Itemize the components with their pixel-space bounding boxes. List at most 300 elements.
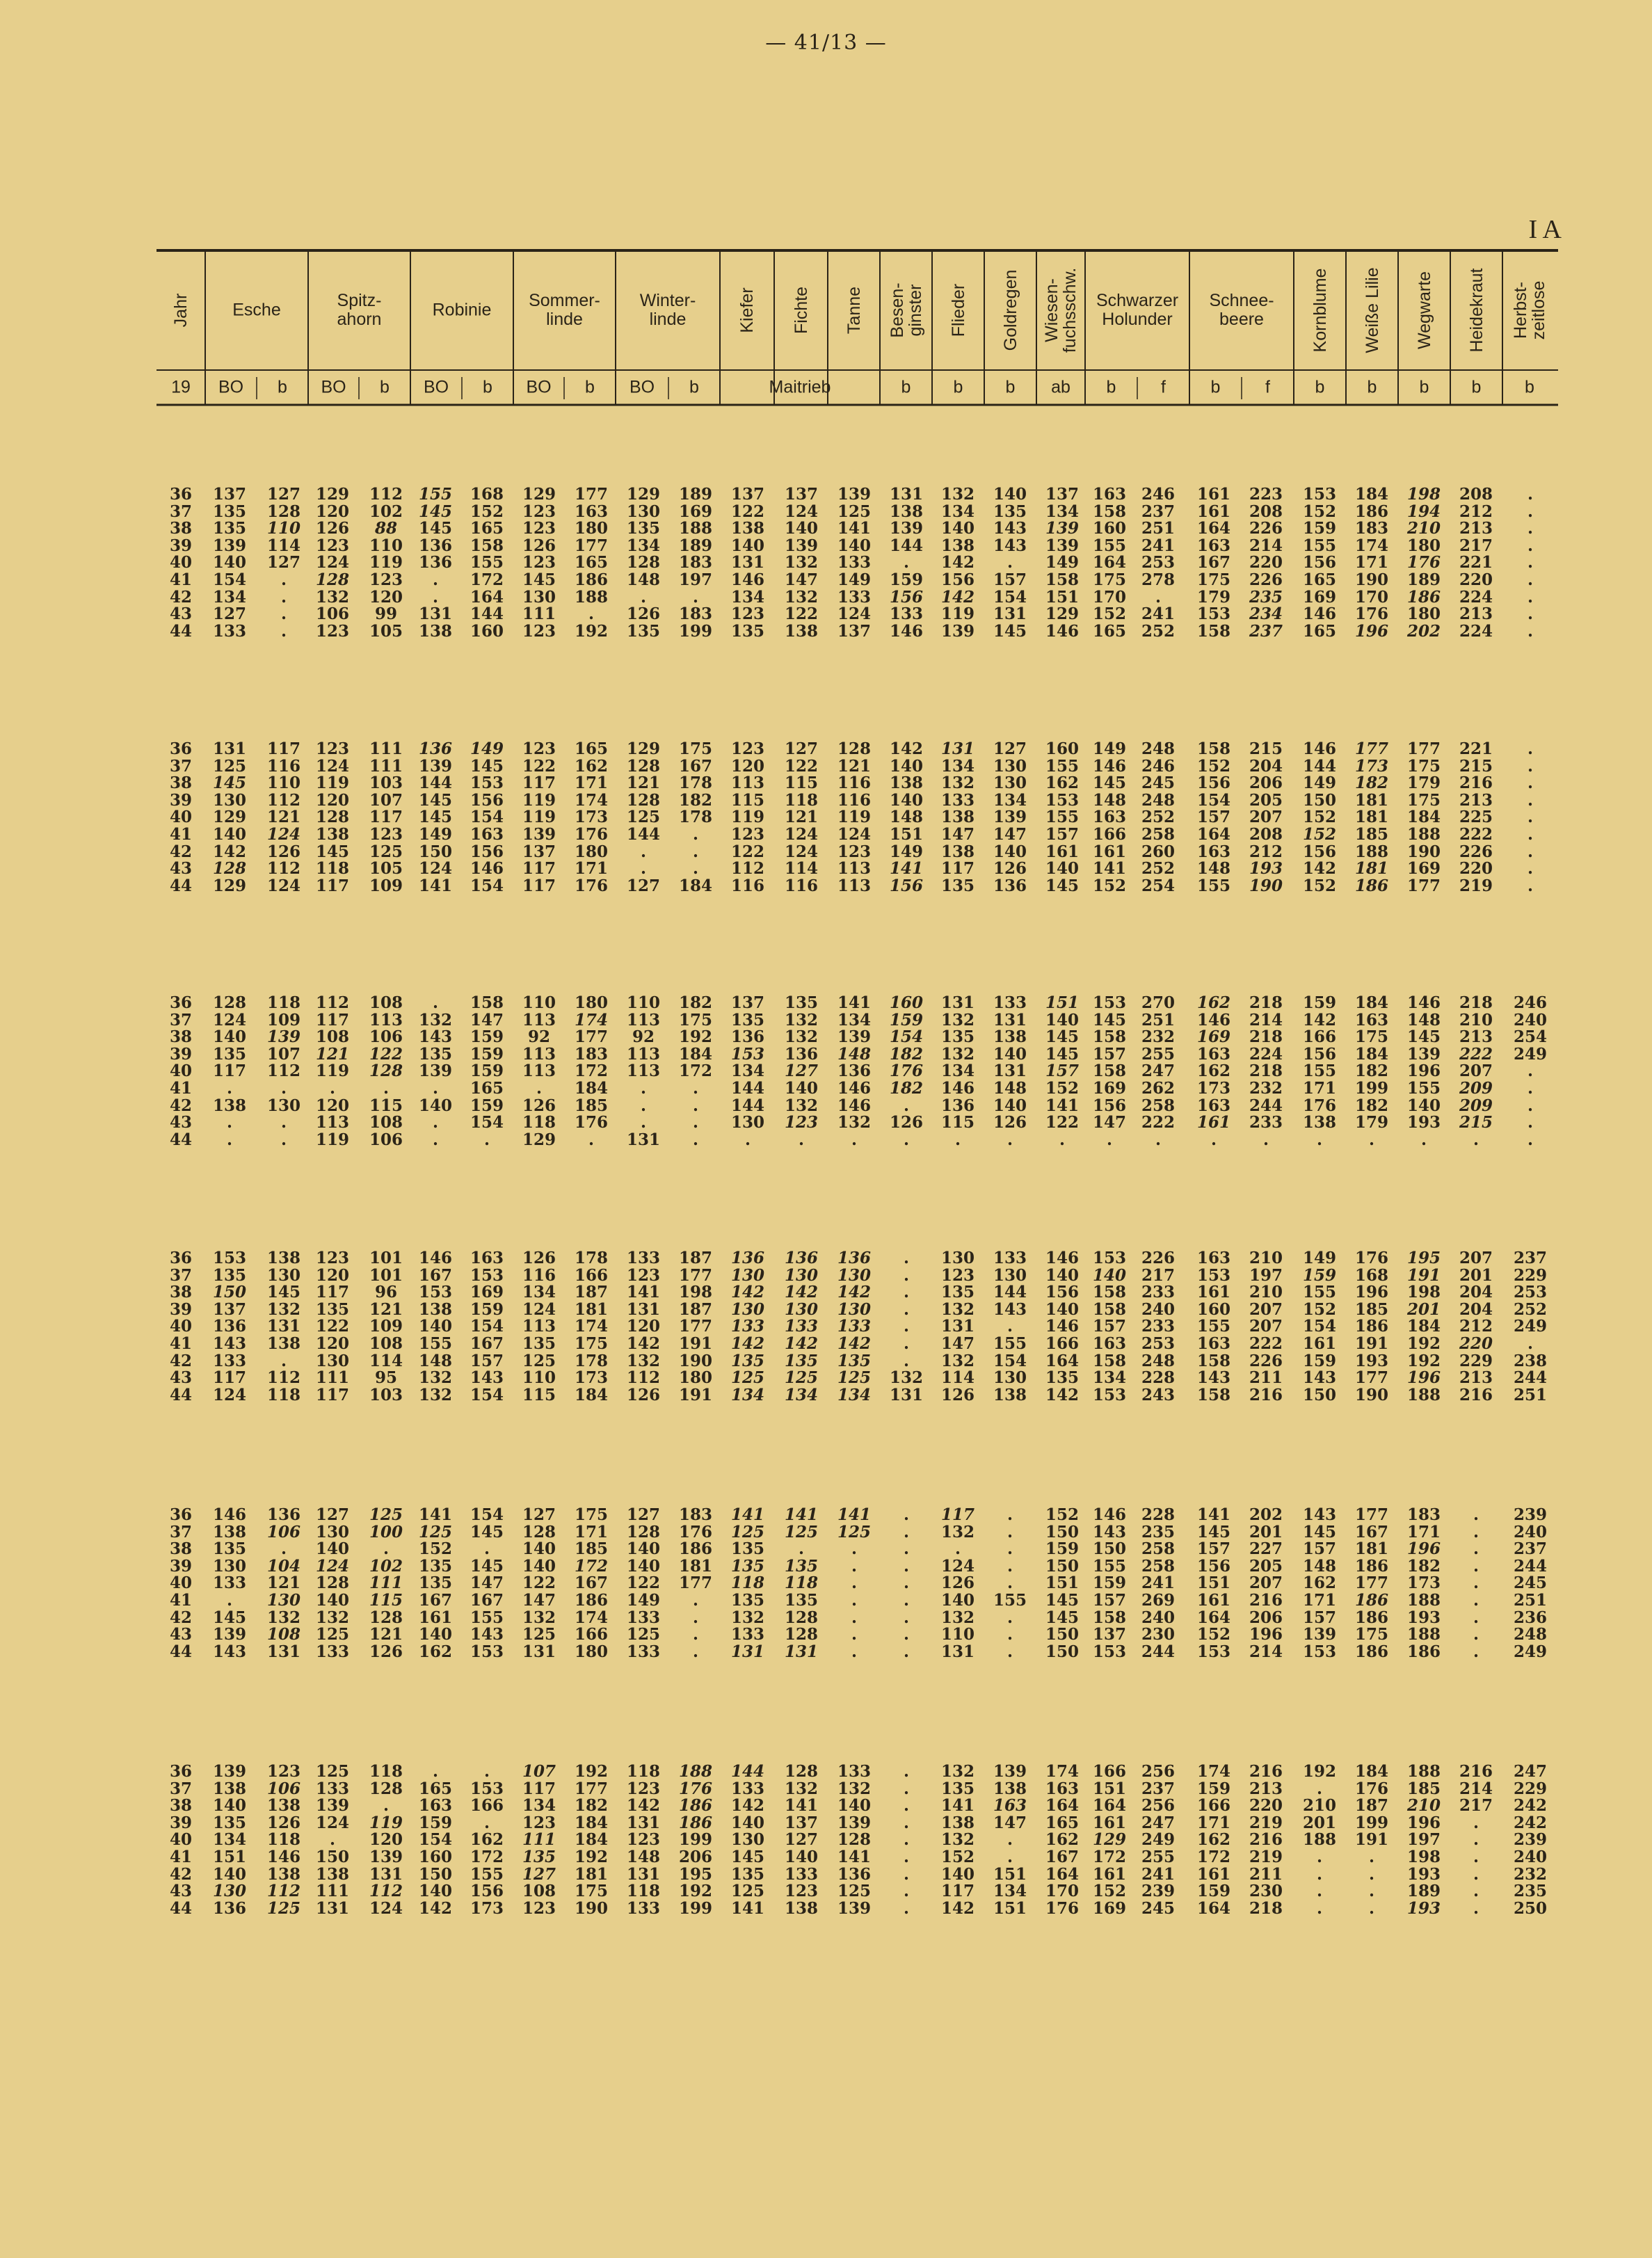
value-cell: 153 [1092,1249,1127,1267]
value-cell: 133 [784,1317,819,1336]
value-cell: 217 [1141,1265,1176,1285]
value-cell: 130 [730,1830,765,1850]
header-sub: BO [526,377,552,397]
value-cell: . [1473,1505,1479,1524]
header-group-3: Sommer- linde [529,291,600,329]
value-cell: 123 [730,604,765,624]
value-cell: 152 [1302,502,1337,521]
value-cell: 226 [1249,570,1283,589]
value-cell: 137 [784,485,819,504]
value-cell: 140 [784,1848,819,1866]
value-cell: 129 [626,739,661,758]
value-cell: 135 [212,1539,247,1559]
value-cell: 126 [266,1813,301,1832]
value-cell: . [280,621,287,641]
value-cell: 199 [678,1830,713,1850]
value-cell: 153 [1196,1642,1231,1661]
value-cell: 162 [1196,1062,1231,1081]
value-cell: 157 [1302,1539,1337,1559]
value-cell: 120 [369,587,403,607]
value-cell: 159 [1302,993,1337,1012]
value-cell: 186 [1354,1642,1389,1661]
value-cell: 160 [1092,519,1127,538]
year-cell: 42 [170,842,193,861]
value-cell: . [483,1813,490,1832]
year-cell: 40 [170,808,193,827]
value-cell: 130 [730,1299,765,1319]
value-cell: 121 [315,1044,350,1064]
value-cell: 186 [678,1813,713,1832]
year-cell: 44 [170,1642,193,1661]
value-cell: 180 [678,1368,713,1388]
value-cell: 132 [940,485,975,504]
value-cell: 150 [1092,1539,1127,1559]
value-cell: . [851,1608,858,1627]
value-cell: 131 [940,1317,975,1336]
value-cell: . [1527,519,1534,538]
header-maitrieb: Maitrieb [769,377,831,397]
value-cell: 138 [212,1779,247,1798]
value-cell: 182 [678,790,713,810]
value-cell: 141 [889,859,924,879]
value-cell: 135 [522,1334,556,1353]
value-cell: 128 [784,1625,819,1644]
value-cell: 125 [522,1625,556,1644]
value-cell: 164 [1196,825,1231,844]
value-cell: 130 [266,1096,301,1115]
value-cell: 148 [418,1351,453,1370]
value-cell: 130 [837,1299,872,1319]
value-cell: 155 [1196,876,1231,895]
value-cell: 130 [315,1351,350,1370]
value-cell: 138 [418,1299,453,1319]
value-cell: 229 [1459,1351,1493,1370]
value-cell: 241 [1141,1574,1176,1593]
value-cell: 126 [522,1249,556,1267]
value-cell: 188 [574,587,609,607]
value-cell: . [280,1113,287,1132]
value-cell: 240 [1513,1848,1548,1866]
header-year-prefix: 19 [171,377,191,397]
value-cell: 177 [1406,739,1441,758]
value-cell: 269 [1141,1591,1176,1610]
value-cell: 119 [369,1813,403,1832]
value-cell: 140 [993,1044,1027,1064]
value-cell: 112 [369,485,403,504]
value-cell: 154 [470,1113,504,1132]
value-cell: 152 [940,1848,975,1866]
value-cell: 110 [266,774,301,793]
value-cell: 184 [678,876,713,895]
value-cell: 188 [1406,825,1441,844]
value-cell: 193 [1249,859,1283,879]
value-cell: 159 [1302,1351,1337,1370]
value-cell: 213 [1249,1779,1283,1798]
value-cell: 140 [626,1556,661,1576]
value-cell: 211 [1249,1864,1283,1884]
value-cell: 136 [730,1249,765,1267]
year-cell: 40 [170,553,193,572]
value-cell: 125 [212,756,247,776]
value-cell: 117 [369,808,403,827]
value-cell: 198 [1406,485,1441,504]
value-cell: 192 [1302,1762,1337,1781]
value-cell: 172 [1196,1848,1231,1866]
value-cell: . [1473,1882,1479,1901]
value-cell: 184 [1354,1044,1389,1064]
value-cell: 135 [940,1779,975,1798]
value-cell: 154 [993,587,1027,607]
value-cell: 156 [1302,842,1337,861]
value-cell: . [432,993,439,1012]
value-cell: 149 [470,739,504,758]
value-cell: 155 [1196,1317,1231,1336]
value-cell: 176 [1045,1898,1080,1918]
value-cell: . [640,1113,647,1132]
value-cell: 108 [315,1027,350,1047]
value-cell: 150 [1302,1385,1337,1404]
value-cell: . [483,1130,490,1149]
value-cell: 136 [940,1096,975,1115]
value-cell: 177 [574,1779,609,1798]
year-cell: 36 [170,1505,193,1524]
value-cell: 127 [626,1505,661,1524]
value-cell: 172 [1092,1848,1127,1866]
value-cell: 177 [678,1265,713,1285]
value-cell: 130 [212,790,247,810]
value-cell: 195 [678,1864,713,1884]
value-cell: 151 [1045,1574,1080,1593]
value-cell: 155 [418,485,453,504]
value-cell: 141 [418,1505,453,1524]
value-cell: 133 [212,621,247,641]
value-cell: 131 [315,1898,350,1918]
value-cell: 130 [993,1368,1027,1388]
value-cell: 233 [1141,1283,1176,1302]
value-cell: 133 [730,1779,765,1798]
value-cell: 237 [1513,1539,1548,1559]
value-cell: 163 [1196,842,1231,861]
value-cell: 176 [574,876,609,895]
value-cell: . [1527,621,1534,641]
value-cell: 155 [993,1334,1027,1353]
value-cell: 117 [522,774,556,793]
value-cell: 133 [730,1625,765,1644]
value-cell: 131 [626,1813,661,1832]
value-cell: . [1368,1882,1375,1901]
value-cell: 185 [1354,825,1389,844]
value-cell: 127 [784,1830,819,1850]
value-cell: 176 [1354,1249,1389,1267]
value-cell: 183 [678,1505,713,1524]
value-cell: 210 [1249,1249,1283,1267]
value-cell: 140 [212,1796,247,1816]
value-cell: 122 [315,1317,350,1336]
value-cell: 142 [1045,1385,1080,1404]
value-cell: . [1368,1130,1375,1149]
value-cell: 124 [212,1010,247,1030]
value-cell: 145 [418,502,453,521]
value-cell: . [903,1830,910,1850]
value-cell: 121 [837,756,872,776]
value-cell: . [1007,1556,1013,1576]
value-cell: 212 [1459,1317,1493,1336]
value-cell: 125 [837,502,872,521]
value-cell: 239 [1513,1505,1548,1524]
value-cell: 142 [626,1796,661,1816]
header-group-18: Herbst- zeitlose [1511,280,1548,340]
value-cell: 111 [369,756,403,776]
value-cell: 148 [1196,859,1231,879]
value-cell: 232 [1141,1027,1176,1047]
year-cell: 43 [170,1368,193,1388]
value-cell: 226 [1459,842,1493,861]
value-cell: 152 [1302,876,1337,895]
value-cell: 155 [1045,756,1080,776]
value-cell: 127 [626,876,661,895]
value-cell: 216 [1249,1591,1283,1610]
value-cell: 142 [418,1898,453,1918]
value-cell: 161 [1092,1864,1127,1884]
value-cell: 121 [626,774,661,793]
value-cell: 233 [1141,1317,1176,1336]
value-cell: 140 [418,1096,453,1115]
value-cell: 131 [626,1864,661,1884]
header-jahr: Jahr [171,293,191,328]
value-cell: . [226,1113,233,1132]
value-cell: 189 [678,485,713,504]
value-cell: 139 [837,1813,872,1832]
value-cell: 145 [418,790,453,810]
value-cell: 138 [266,1796,301,1816]
value-cell: 199 [678,621,713,641]
header-sub: b [278,377,287,397]
value-cell: 179 [1406,774,1441,793]
value-cell: 135 [993,502,1027,521]
year-cell: 39 [170,1813,193,1832]
value-cell: 156 [470,842,504,861]
value-cell: 155 [470,553,504,572]
value-cell: 166 [1045,1334,1080,1353]
value-cell: 188 [1302,1830,1337,1850]
value-cell: 135 [784,1591,819,1610]
value-cell: 119 [369,553,403,572]
value-cell: . [1473,1130,1479,1149]
value-cell: 111 [369,739,403,758]
value-cell: 220 [1459,859,1493,879]
value-cell: 157 [1196,808,1231,827]
value-cell: 141 [1045,1096,1080,1115]
value-cell: 118 [784,790,819,810]
value-cell: 126 [889,1113,924,1132]
value-cell: . [588,1130,595,1149]
value-cell: 182 [1406,1556,1441,1576]
header-sub: b [689,377,699,397]
value-cell: 158 [1196,1385,1231,1404]
value-cell: 240 [1141,1299,1176,1319]
year-cell: 43 [170,1113,193,1132]
value-cell: 152 [1092,604,1127,624]
value-cell: 248 [1141,790,1176,810]
value-cell: 186 [678,1539,713,1559]
value-cell: 198 [1406,1283,1441,1302]
value-cell: 140 [1045,1010,1080,1030]
value-cell: 144 [730,1096,765,1115]
value-cell: 132 [784,1096,819,1115]
value-cell: . [1473,1591,1479,1610]
value-cell: 244 [1513,1556,1548,1576]
value-cell: 138 [993,1385,1027,1404]
value-cell: 128 [212,859,247,879]
value-cell: 166 [1092,1762,1127,1781]
value-cell: . [280,1079,287,1098]
value-cell: 219 [1249,1813,1283,1832]
value-cell: 134 [730,587,765,607]
value-cell: 108 [369,993,403,1012]
year-cell: 43 [170,604,193,624]
value-cell: 165 [1092,621,1127,641]
value-cell: 124 [266,876,301,895]
value-cell: 139 [522,825,556,844]
value-cell: 171 [574,859,609,879]
value-cell: . [329,1830,336,1850]
value-cell: 216 [1459,774,1493,793]
value-cell: 132 [784,587,819,607]
value-cell: 143 [1092,1522,1127,1542]
value-cell: 156 [940,570,975,589]
value-cell: . [692,1113,699,1132]
value-cell: 158 [1092,1062,1127,1081]
year-cell: 40 [170,1574,193,1593]
value-cell: . [954,1539,961,1559]
header-sub: ab [1051,377,1070,397]
value-cell: 156 [889,587,924,607]
value-cell: 115 [784,774,819,793]
year-cell: 38 [170,1539,193,1559]
value-cell: . [1007,1522,1013,1542]
value-cell: 250 [1513,1898,1548,1918]
value-cell: 134 [522,1796,556,1816]
value-cell: . [903,1299,910,1319]
value-cell: 147 [470,1010,504,1030]
value-cell: 116 [837,790,872,810]
value-cell: 127 [522,1864,556,1884]
value-cell: 157 [993,570,1027,589]
value-cell: 141 [837,993,872,1012]
value-cell: 142 [730,1283,765,1302]
value-cell: 124 [784,825,819,844]
value-cell: 165 [470,1079,504,1098]
value-cell: 139 [1406,1044,1441,1064]
value-cell: 139 [418,756,453,776]
value-cell: 124 [369,1898,403,1918]
value-cell: 155 [1302,1283,1337,1302]
value-cell: 164 [1045,1796,1080,1816]
value-cell: 145 [418,808,453,827]
value-cell: 252 [1141,621,1176,641]
value-cell: 110 [369,536,403,555]
value-cell: 149 [1045,553,1080,572]
value-cell: 153 [1092,1642,1127,1661]
value-cell: 92 [632,1027,655,1047]
value-cell: 170 [1045,1882,1080,1901]
value-cell: 123 [522,1813,556,1832]
value-cell: 110 [266,519,301,538]
value-cell: 139 [993,1762,1027,1781]
value-cell: 133 [212,1351,247,1370]
value-cell: 119 [315,774,350,793]
value-cell: 139 [1045,519,1080,538]
value-cell: 186 [1354,1317,1389,1336]
value-cell: 127 [212,604,247,624]
value-cell: 125 [266,1898,301,1918]
year-cell: 44 [170,1130,193,1149]
value-cell: . [432,587,439,607]
value-cell: 126 [626,604,661,624]
value-cell: 132 [730,1608,765,1627]
value-cell: 219 [1459,876,1493,895]
value-cell: 223 [1249,485,1283,504]
header-sub: BO [321,377,346,397]
value-cell: . [1473,1830,1479,1850]
value-cell: 135 [1045,1368,1080,1388]
value-cell: . [1527,553,1534,572]
value-cell: 148 [626,570,661,589]
value-cell: 169 [1092,1079,1127,1098]
value-cell: 163 [993,1796,1027,1816]
value-cell: 224 [1249,1044,1283,1064]
value-cell: 161 [1196,1113,1231,1132]
value-cell: 112 [266,1062,301,1081]
value-cell: 136 [837,1062,872,1081]
value-cell: . [903,1334,910,1353]
value-cell: 210 [1406,519,1441,538]
value-cell: 254 [1513,1027,1548,1047]
value-cell: 141 [730,1505,765,1524]
value-cell: 161 [1045,842,1080,861]
value-cell: 116 [837,774,872,793]
value-cell: 135 [784,993,819,1012]
value-cell: . [383,1079,390,1098]
value-cell: 192 [574,1848,609,1866]
header-group-7: Tanne [844,286,864,335]
value-cell: 158 [470,993,504,1012]
value-cell: 207 [1459,1249,1493,1267]
value-cell: . [903,1796,910,1816]
value-cell: 141 [1092,859,1127,879]
value-cell: 163 [1196,1249,1231,1267]
value-cell: 131 [266,1317,301,1336]
value-cell: 190 [1354,570,1389,589]
year-cell: 36 [170,993,193,1012]
value-cell: 148 [1302,1556,1337,1576]
value-cell: 153 [418,1283,453,1302]
value-cell: 172 [678,1062,713,1081]
value-cell: . [1527,774,1534,793]
value-cell: 195 [1406,1249,1441,1267]
value-cell: 152 [1302,1299,1337,1319]
value-cell: 133 [889,604,924,624]
value-cell: 122 [730,502,765,521]
value-cell: 149 [889,842,924,861]
value-cell: 117 [940,1505,975,1524]
header-sub: b [1525,377,1534,397]
value-cell: 145 [522,570,556,589]
value-cell: 107 [522,1762,556,1781]
value-cell: 139 [1045,536,1080,555]
value-cell: 222 [1459,1044,1493,1064]
value-cell: 136 [212,1898,247,1918]
